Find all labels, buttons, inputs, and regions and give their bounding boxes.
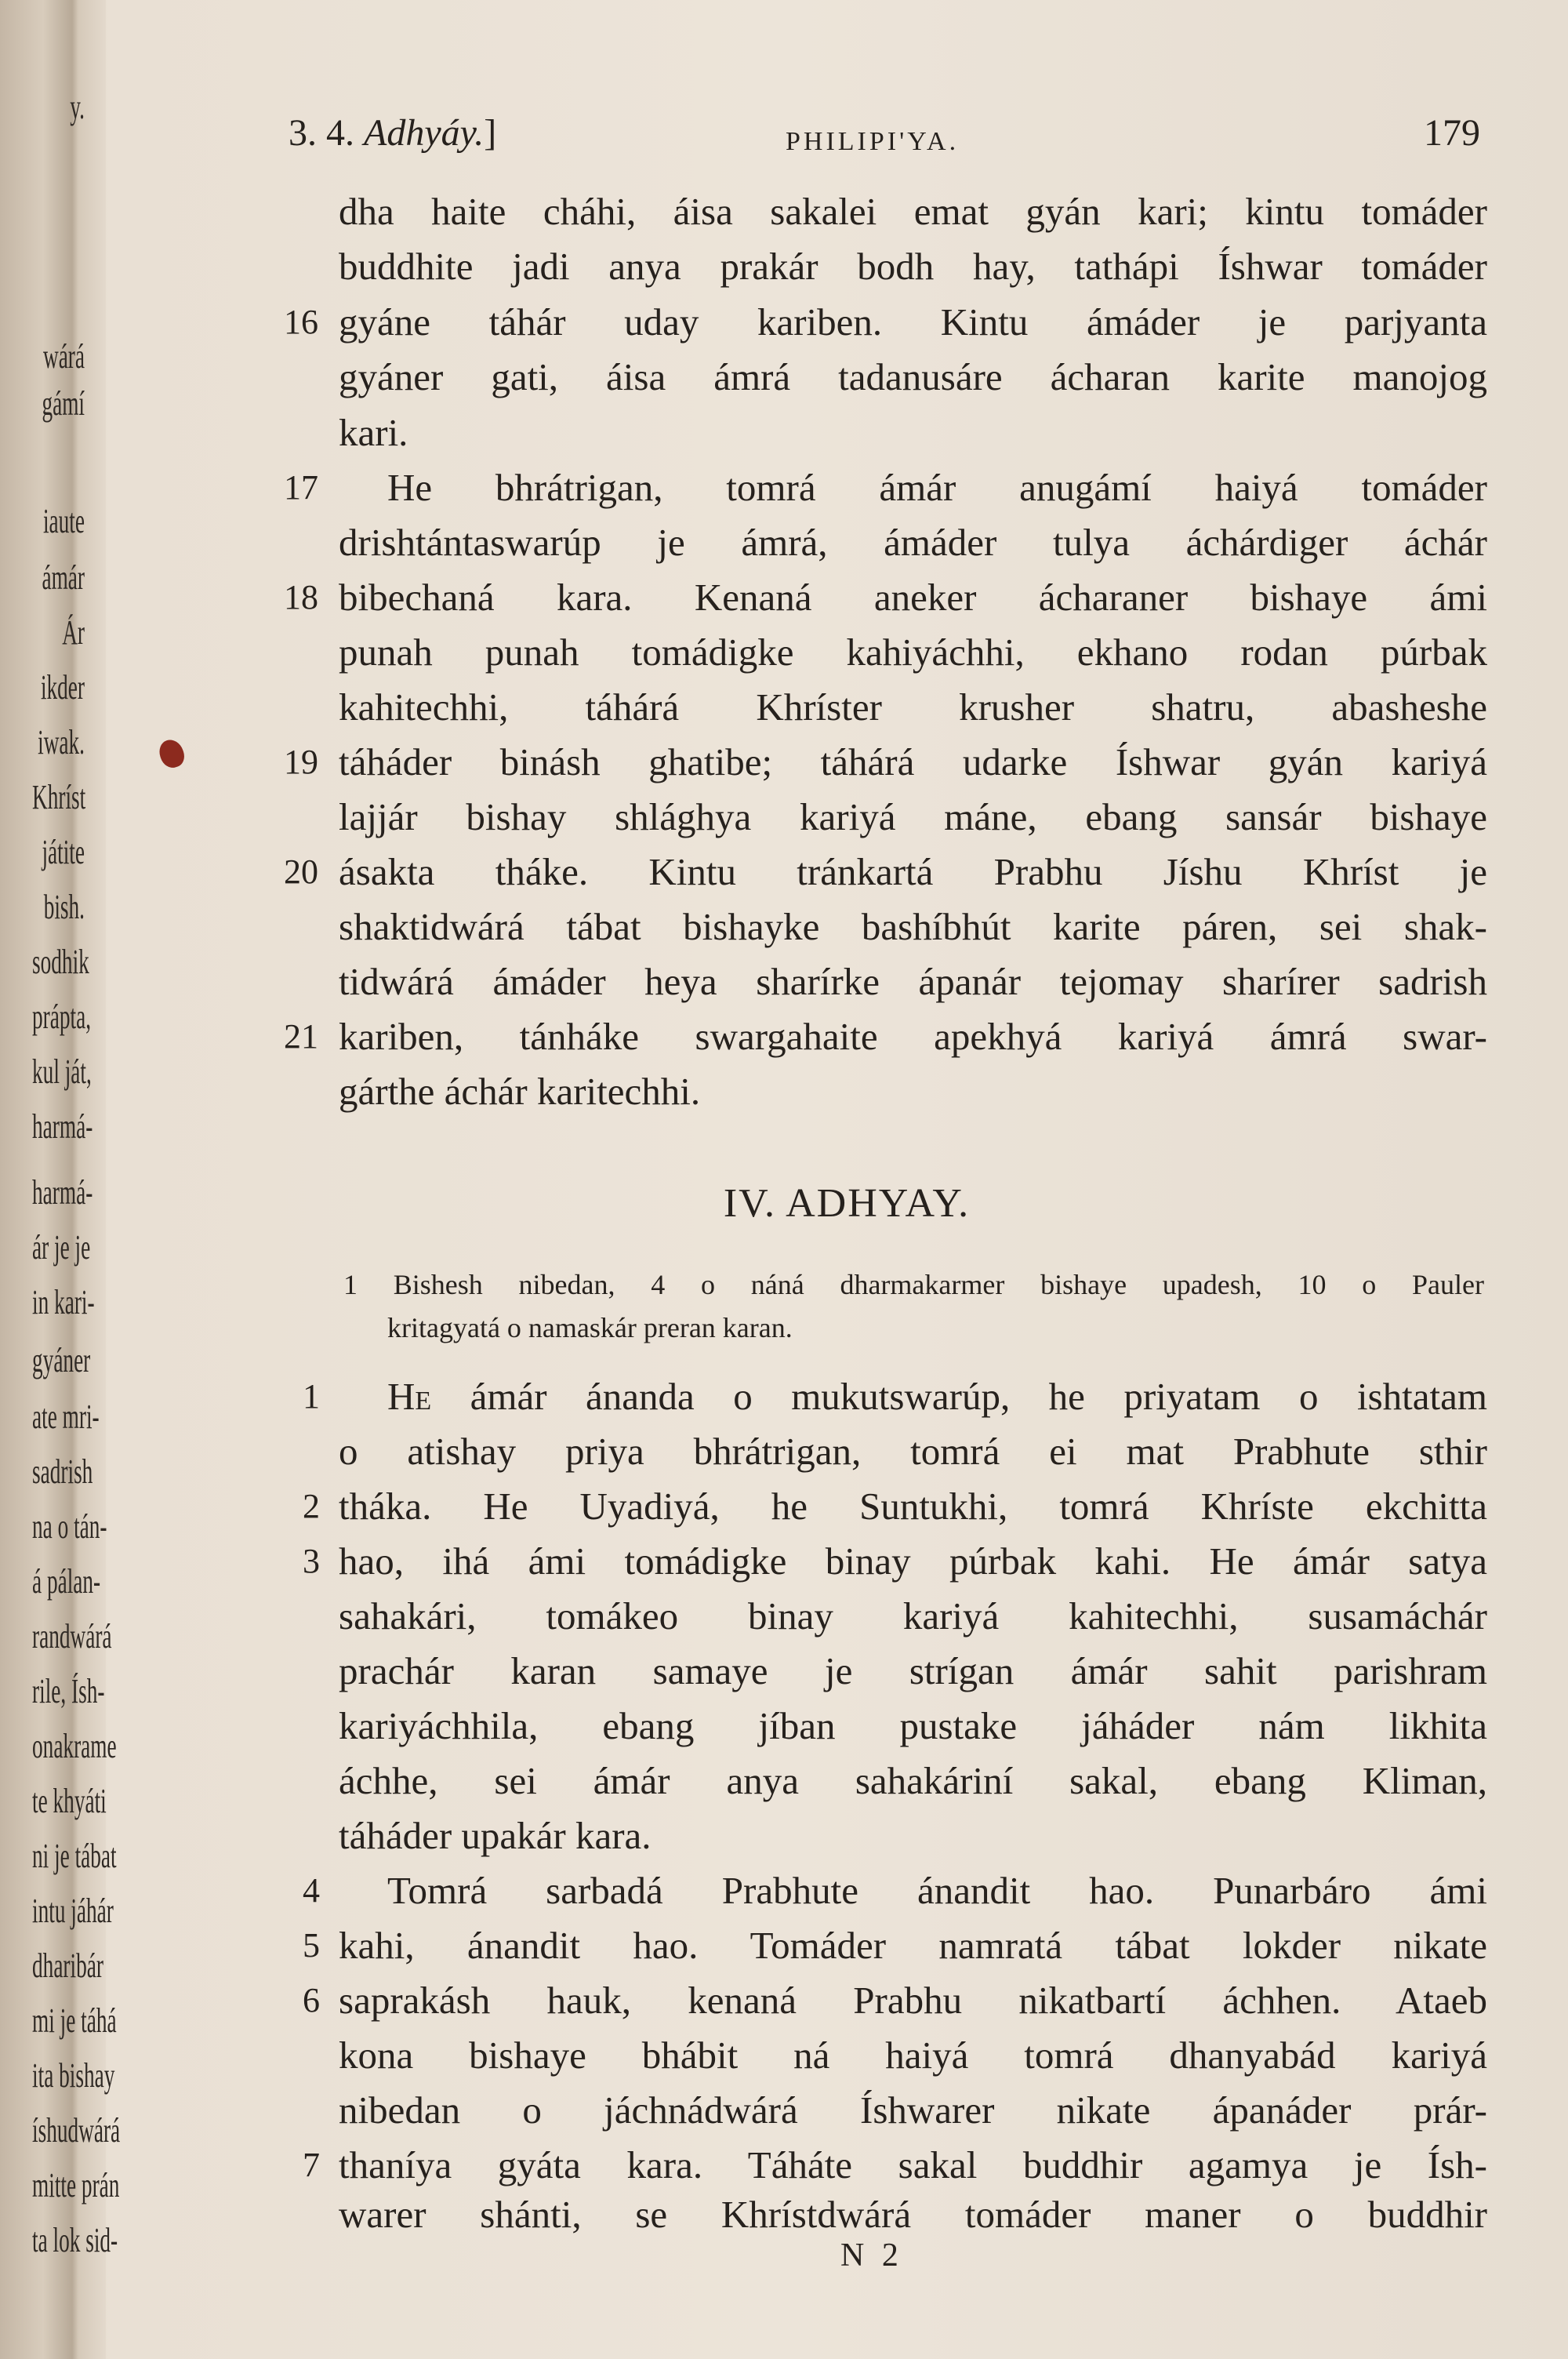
gutter-fragment: ár je je bbox=[32, 1228, 91, 1267]
gutter-fragment: ikder bbox=[40, 668, 85, 707]
text-line: gárthe áchár karitechhi. bbox=[339, 1070, 701, 1113]
text-line: drishtántaswarúp je ámrá, ámáder tulya áchárdiger áchár bbox=[339, 521, 1487, 564]
chapter-summary-line: kritagyatá o namaskár preran karan. bbox=[387, 1312, 793, 1343]
text-line: Tomrá sarbadá Prabhute ánandit hao. Punarbáro ámi bbox=[387, 1869, 1487, 1912]
gutter-fragment: wárá bbox=[42, 337, 85, 376]
verse-number: 6 bbox=[303, 1981, 320, 2019]
gutter-fragment: dharibár bbox=[32, 1946, 103, 1985]
text-line: táháder upakár kara. bbox=[339, 1814, 652, 1857]
text-line: kari. bbox=[339, 411, 408, 454]
text-line: ásakta tháke. Kintu tránkartá Prabhu Jíshu Khríst je bbox=[339, 850, 1487, 893]
verse-number: 21 bbox=[284, 1017, 318, 1056]
gutter-fragment: bish. bbox=[43, 888, 85, 926]
text-line: bibechaná kara. Kenaná aneker ácharaner bishaye ámi bbox=[339, 576, 1487, 619]
gutter-fragment: mi je táhá bbox=[32, 2001, 117, 2040]
running-head-title: PHILIPI'YA. bbox=[786, 127, 960, 156]
text-line: kahi, ánandit hao. Tomáder namratá tábat lokder nikate bbox=[339, 1924, 1487, 1967]
text-line: tidwárá ámáder heya sharírke ápanár tejomay sharírer sadrish bbox=[339, 960, 1487, 1003]
gutter-fragment: randwárá bbox=[32, 1617, 112, 1656]
gutter-fragment: intu jáhár bbox=[32, 1892, 114, 1930]
text-span: ámár ánanda o mukutswarúp, he priyatam o ishtatam bbox=[431, 1375, 1487, 1418]
text-line: lajjár bishay shlághya kariyá máne, ebang sansár bishaye bbox=[339, 795, 1487, 838]
gutter-fragment: harmá- bbox=[32, 1107, 93, 1146]
text-line: prachár karan samaye je strígan ámár sahit parishram bbox=[339, 1649, 1487, 1692]
gutter-fragment: y. bbox=[70, 88, 85, 126]
gutter-fragment: harmá- bbox=[32, 1173, 93, 1212]
gutter-fragment: prápta, bbox=[32, 998, 92, 1036]
gutter-fragment: kul ját, bbox=[32, 1052, 92, 1091]
text-line: dha haite cháhi, áisa sakalei emat gyán kari; kintu tomáder bbox=[339, 190, 1487, 233]
gutter-fragment: ita bishay bbox=[32, 2056, 115, 2095]
running-head-left bbox=[289, 110, 496, 157]
gutter-fragment: íshudwárá bbox=[32, 2111, 121, 2150]
gutter-fragment: ate mri- bbox=[32, 1398, 100, 1436]
drop-word: He bbox=[387, 1375, 432, 1418]
gutter-fragment: onakrame bbox=[32, 1727, 117, 1765]
verse-number: 17 bbox=[284, 468, 318, 507]
chapter-title: IV. ADHYAY. bbox=[723, 1181, 971, 1226]
text-line: áchhe, sei ámár anya sahakáriní sakal, ebang Kliman, bbox=[339, 1759, 1487, 1802]
gutter-fragment: á pálan- bbox=[32, 1562, 101, 1601]
gutter-fragment: Ár bbox=[62, 613, 85, 652]
text-line: gyáner gati, áisa ámrá tadanusáre ácharan karite manojog bbox=[339, 355, 1487, 398]
text-line: buddhite jadi anya prakár bodh hay, tathápi Íshwar tomáder bbox=[339, 245, 1487, 288]
page-number: 179 bbox=[1424, 112, 1480, 154]
text-line: kariyáchhila, ebang jíban pustake jáháder nám likhita bbox=[339, 1704, 1487, 1747]
verse-number: 18 bbox=[284, 578, 318, 616]
text-line: kariben, tánháke swargahaite apekhyá kariyá ámrá swar- bbox=[339, 1015, 1487, 1058]
text-line bbox=[339, 1373, 1487, 1420]
text-line: sahakári, tomákeo binay kariyá kahitechhi, susamáchár bbox=[339, 1594, 1487, 1637]
text-line: tháka. He Uyadiyá, he Suntukhi, tomrá Khríste ekchitta bbox=[339, 1485, 1487, 1528]
text-line: thaníya gyáta kara. Táháte sakal buddhir agamya je Ísh- bbox=[339, 2143, 1487, 2186]
verse-number: 1 bbox=[303, 1377, 320, 1416]
gutter-fragment: ni je tábat bbox=[32, 1837, 117, 1875]
gutter-fragment: ámár bbox=[42, 558, 85, 597]
text-line: nibedan o jáchnádwárá Íshwarer nikate ápanáder prár- bbox=[339, 2088, 1487, 2132]
verse-number: 7 bbox=[303, 2146, 320, 2184]
gutter-fragment: gyáner bbox=[32, 1341, 91, 1379]
gutter-fragment: sadrish bbox=[32, 1452, 93, 1491]
text-line: o atishay priya bhrátrigan, tomrá ei mat Prabhute sthir bbox=[339, 1430, 1487, 1473]
gutter-fragment: Khríst bbox=[32, 778, 86, 816]
running-head-italic: Adhyáy. bbox=[364, 112, 485, 154]
gutter-fragment: in kari- bbox=[32, 1283, 95, 1321]
gutter-fragment: gámí bbox=[42, 384, 85, 423]
verse-number: 3 bbox=[303, 1542, 320, 1580]
verse-number: 2 bbox=[303, 1487, 320, 1525]
verse-number: 16 bbox=[284, 303, 318, 341]
gutter-fragment: mitte prán bbox=[32, 2166, 120, 2205]
text-line: hao, ihá ámi tomádigke binay púrbak kahi. He ámár satya bbox=[339, 1539, 1487, 1583]
text-line: kona bishaye bhábit ná haiyá tomrá dhanyabád kariyá bbox=[339, 2034, 1487, 2077]
verse-number: 5 bbox=[303, 1926, 320, 1965]
text-line: punah punah tomádigke kahiyáchhi, ekhano rodan púrbak bbox=[339, 631, 1487, 674]
gutter-fragment: ta lok sid- bbox=[32, 2221, 118, 2259]
text-line: warer shánti, se Khrístdwárá tomáder maner o buddhir bbox=[339, 2193, 1487, 2236]
text-line: He bhrátrigan, tomrá ámár anugámí haiyá tomáder bbox=[387, 466, 1487, 509]
gutter-fragment: iwak. bbox=[38, 723, 85, 761]
text-line: shaktidwárá tábat bishayke bashíbhút karite páren, sei shak- bbox=[339, 905, 1487, 948]
bracket: ] bbox=[484, 112, 497, 154]
gutter-fragment: játite bbox=[42, 833, 85, 871]
verse-number: 20 bbox=[284, 852, 318, 891]
gutter-fragment: te khyáti bbox=[32, 1782, 107, 1820]
signature-mark: N 2 bbox=[840, 2237, 903, 2274]
verse-number: 19 bbox=[284, 743, 318, 781]
gutter-fragment: rile, Ísh- bbox=[32, 1672, 105, 1710]
text-line: kahitechhi, táhárá Khríster krusher shatru, abasheshe bbox=[339, 685, 1487, 729]
verse-number: 4 bbox=[303, 1871, 320, 1910]
gutter-fragment: iaute bbox=[42, 502, 85, 540]
chapter-verse-ref: 3. 4. bbox=[289, 112, 354, 154]
text-line: táháder binásh ghatibe; táhárá udarke Íshwar gyán kariyá bbox=[339, 740, 1487, 783]
chapter-summary-line: 1 Bishesh nibedan, 4 o náná dharmakarmer bishaye upadesh, 10 o Pauler bbox=[343, 1269, 1484, 1300]
gutter-fragment: sodhik bbox=[32, 943, 89, 981]
text-line: gyáne táhár uday kariben. Kintu ámáder je parjyanta bbox=[339, 300, 1487, 343]
text-line: saprakásh hauk, kenaná Prabhu nikatbartí áchhen. Ataeb bbox=[339, 1979, 1487, 2022]
gutter-fragment: na o tán- bbox=[32, 1507, 107, 1546]
